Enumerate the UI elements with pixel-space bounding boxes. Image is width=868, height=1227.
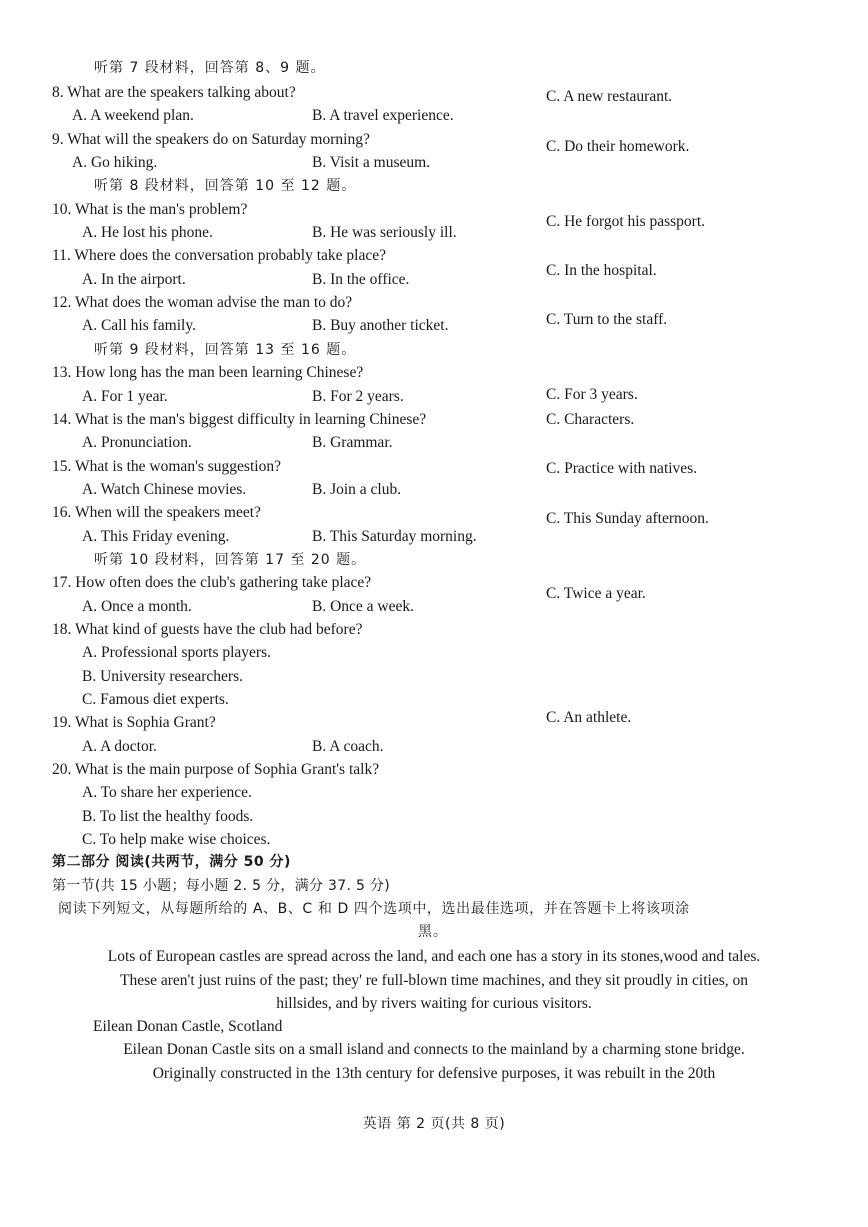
question-8-stem: 8. What are the speakers talking about? — [52, 84, 296, 101]
passage-paragraph-1-line-1: Lots of European castles are spread across the land, and each one has a story in its stones,wood and tales. — [107, 948, 761, 965]
passage-paragraph-2-line-1: Eilean Donan Castle sits on a small island and connects to the mainland by a charming stone bridge. — [123, 1041, 745, 1058]
question-9-option-a: A. Go hiking. — [72, 154, 158, 171]
question-18-option-a: A. Professional sports players. — [82, 644, 271, 661]
question-10-option-a: A. He lost his phone. — [82, 224, 213, 241]
question-17-stem: 17. How often does the club's gathering take place? — [52, 574, 372, 591]
page-footer: 英语 第 2 页(共 8 页) — [362, 1116, 506, 1132]
question-18-option-b: B. University researchers. — [82, 668, 243, 685]
question-11-option-a: A. In the airport. — [82, 271, 186, 288]
castle-heading: Eilean Donan Castle, Scotland — [93, 1018, 283, 1035]
question-12-option-a: A. Call his family. — [82, 317, 196, 334]
question-12-stem: 12. What does the woman advise the man to do? — [52, 294, 353, 311]
question-18-option-c: C. Famous diet experts. — [82, 691, 229, 708]
question-9-option-c: C. Do their homework. — [546, 138, 690, 155]
question-11-option-c: C. In the hospital. — [546, 262, 657, 279]
question-16-option-b: B. This Saturday morning. — [312, 528, 477, 545]
section-7-instruction: 听第 7 段材料，回答第 8、9 题。 — [94, 60, 326, 76]
question-14-option-a: A. Pronunciation. — [82, 434, 192, 451]
passage-paragraph-1-line-3: hillsides, and by rivers waiting for curious visitors. — [276, 995, 592, 1012]
question-13-stem: 13. How long has the man been learning Chinese? — [52, 364, 364, 381]
question-19-option-b: B. A coach. — [312, 738, 384, 755]
question-8-option-c: C. A new restaurant. — [546, 88, 673, 105]
question-12-option-c: C. Turn to the staff. — [546, 311, 668, 328]
question-8-option-b: B. A travel experience. — [312, 107, 454, 124]
question-20-option-c: C. To help make wise choices. — [82, 831, 271, 848]
question-15-stem: 15. What is the woman's suggestion? — [52, 458, 281, 475]
question-11-option-b: B. In the office. — [312, 271, 410, 288]
question-16-option-c: C. This Sunday afternoon. — [546, 510, 709, 527]
question-17-option-a: A. Once a month. — [82, 598, 192, 615]
question-13-option-c: C. For 3 years. — [546, 386, 638, 403]
question-20-option-a: A. To share her experience. — [82, 784, 252, 801]
question-19-option-a: A. A doctor. — [82, 738, 157, 755]
question-20-stem: 20. What is the main purpose of Sophia Grant's talk? — [52, 761, 380, 778]
question-13-option-a: A. For 1 year. — [82, 388, 168, 405]
question-10-stem: 10. What is the man's problem? — [52, 201, 248, 218]
question-20-option-b: B. To list the healthy foods. — [82, 808, 254, 825]
reading-instruction-line-2: 黑。 — [418, 924, 448, 940]
question-15-option-c: C. Practice with natives. — [546, 460, 698, 477]
question-19-stem: 19. What is Sophia Grant? — [52, 714, 216, 731]
question-15-option-a: A. Watch Chinese movies. — [82, 481, 247, 498]
question-14-option-b: B. Grammar. — [312, 434, 393, 451]
question-8-option-a: A. A weekend plan. — [72, 107, 194, 124]
question-10-option-b: B. He was seriously ill. — [312, 224, 457, 241]
question-10-option-c: C. He forgot his passport. — [546, 213, 706, 230]
section-9-instruction: 听第 9 段材料，回答第 13 至 16 题。 — [94, 342, 357, 358]
question-14-stem: 14. What is the man's biggest difficulty in learning Chinese? — [52, 411, 427, 428]
question-15-option-b: B. Join a club. — [312, 481, 402, 498]
section-8-instruction: 听第 8 段材料，回答第 10 至 12 题。 — [94, 178, 357, 194]
passage-paragraph-1-line-2: These aren't just ruins of the past; they' re full-blown time machines, and they sit proudly in cities, on — [119, 972, 749, 989]
section-1-title: 第一节(共 15 小题；每小题 2. 5 分，满分 37. 5 分) — [52, 878, 390, 894]
part-2-title: 第二部分 阅读(共两节，满分 50 分) — [52, 854, 291, 870]
passage-paragraph-2-line-2: Originally constructed in the 13th century for defensive purposes, it was rebuilt in the 20th — [152, 1065, 716, 1082]
question-18-stem: 18. What kind of guests have the club had before? — [52, 621, 363, 638]
question-17-option-c: C. Twice a year. — [546, 585, 646, 602]
question-11-stem: 11. Where does the conversation probably take place? — [52, 247, 386, 264]
reading-instruction-line-1: 阅读下列短文，从每题所给的 A、B、C 和 D 四个选项中，选出最佳选项，并在答题卡上将该项涂 — [58, 901, 690, 917]
question-12-option-b: B. Buy another ticket. — [312, 317, 449, 334]
question-19-option-c: C. An athlete. — [546, 709, 632, 726]
question-16-stem: 16. When will the speakers meet? — [52, 504, 261, 521]
question-16-option-a: A. This Friday evening. — [82, 528, 230, 545]
question-17-option-b: B. Once a week. — [312, 598, 414, 615]
question-9-stem: 9. What will the speakers do on Saturday morning? — [52, 131, 370, 148]
question-9-option-b: B. Visit a museum. — [312, 154, 431, 171]
question-14-option-c: C. Characters. — [546, 411, 635, 428]
question-13-option-b: B. For 2 years. — [312, 388, 404, 405]
section-10-instruction: 听第 10 段材料，回答第 17 至 20 题。 — [94, 552, 367, 568]
